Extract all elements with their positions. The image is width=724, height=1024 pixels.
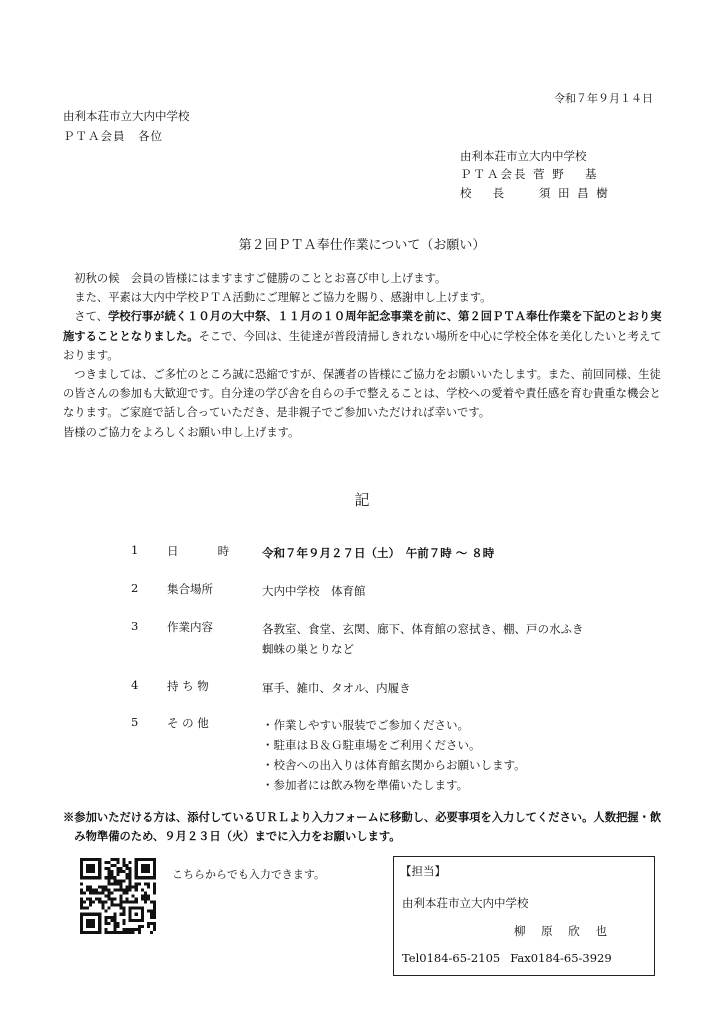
item-value-line: ・作業しやすい服装でご参加ください。 xyxy=(262,718,469,732)
item-value-line: 大内中学校 体育館 xyxy=(262,584,366,598)
participation-note xyxy=(63,808,663,846)
paragraph-closing: 皆様のご協力をよろしくお願い申し上げます。 xyxy=(63,425,300,439)
contact-box xyxy=(393,856,655,976)
recipient-school: 由利本荘市立大内中学校 xyxy=(63,109,190,123)
contact-school: 由利本荘市立大内中学校 xyxy=(402,896,529,910)
contact-person: 柳 原 欣 也 xyxy=(514,924,613,938)
sender-principal: 校 長 須 田 昌 樹 xyxy=(460,186,610,200)
contact-heading: 【担当】 xyxy=(400,864,446,878)
announcement-detail: そこで、今回は、生徒達が普段清掃しきれない場所を中心に学校全体を美化したいと考えております。 xyxy=(63,329,662,362)
item-value-line: ・参加者には飲み物を準備いたします。 xyxy=(262,778,469,792)
contact-fax: Fax0184-65-3929 xyxy=(510,951,612,965)
item-value-line: 令和７年９月２７日（土） 午前７時 ～ ８時 xyxy=(262,546,495,560)
item-label: そ の 他 xyxy=(167,716,209,730)
qr-caption: こちらからでも入力できます。 xyxy=(172,868,326,881)
document-title: 第２回ＰＴＡ奉仕作業について（お願い） xyxy=(238,238,486,253)
item-value-line: 軍手、雑巾、タオル、内履き xyxy=(262,681,411,695)
item-number: 5 xyxy=(131,715,139,729)
item-value xyxy=(262,619,584,659)
item-number: 4 xyxy=(131,678,139,692)
item-label: 集合場所 xyxy=(167,582,213,596)
note-text: ※参加いただける方は、添付しているＵＲＬより入力フォームに移動し、必要事項を入力してください。人数把握・飲み物準備のため、９月２３日（火）までに入力をお願いします。 xyxy=(63,810,662,843)
item-value xyxy=(262,678,411,698)
item-value xyxy=(262,581,366,601)
sender-school: 由利本荘市立大内中学校 xyxy=(460,149,587,163)
paragraph-greeting: 初秋の候 会員の皆様にはますますご健勝のこととお喜び申し上げます。 xyxy=(74,272,447,285)
item-number: 2 xyxy=(131,581,139,595)
ki-heading: 記 xyxy=(354,491,370,509)
item-value-line: ・校舎への出入りは体育館玄関からお願いします。 xyxy=(262,758,526,772)
item-value-line: 蜘蛛の巣とりなど xyxy=(262,642,354,656)
item-label: 日 時 xyxy=(167,544,238,558)
item-label: 持 ち 物 xyxy=(167,679,209,693)
announcement-highlight: 学校行事が続く１０月の大中祭、１１月の１０周年記念事業を前に、第２回ＰＴＡ奉仕作業を下記のとおり実施することとなりました。 xyxy=(63,309,662,343)
contact-phone-line xyxy=(402,951,622,965)
announcement-intro: さて、 xyxy=(74,310,108,324)
sender-pta-president: ＰＴＡ会長 菅 野 基 xyxy=(460,167,599,181)
item-number: 3 xyxy=(131,619,139,633)
paragraph-thanks: また、平素は大内中学校ＰＴＡ活動にご理解とご協力を賜り、感謝申し上げます。 xyxy=(74,291,492,305)
item-number: 1 xyxy=(131,543,139,557)
contact-tel[interactable]: Tel0184-65-2105 xyxy=(402,951,501,965)
item-value xyxy=(262,715,526,795)
qr-code[interactable] xyxy=(80,858,156,934)
item-value xyxy=(262,543,494,563)
item-value-line: ・駐車はＢ＆Ｇ駐車場をご利用ください。 xyxy=(262,738,481,752)
issue-date: 令和７年９月１４日 xyxy=(554,92,653,105)
paragraph-announcement xyxy=(63,307,663,365)
letter-body xyxy=(63,269,663,442)
item-value-line: 各教室、食堂、玄関、廊下、体育館の窓拭き、棚、戸の水ふき xyxy=(262,622,584,636)
recipient-members: ＰＴＡ会員 各位 xyxy=(63,129,163,143)
item-label: 作業内容 xyxy=(167,620,213,634)
paragraph-request: つきましては、ご多忙のところ誠に恐縮ですが、保護者の皆様にご協力をお願いいたします。また、前回同様、生徒の皆さんの参加も大歓迎です。自分達の学び舎を自らの手で整えることは、学校への愛着や責任感を育む貴重な機会となります。ご家庭で話し合っていただき、是非親子でご参加いただければ幸いです。 xyxy=(63,368,661,420)
